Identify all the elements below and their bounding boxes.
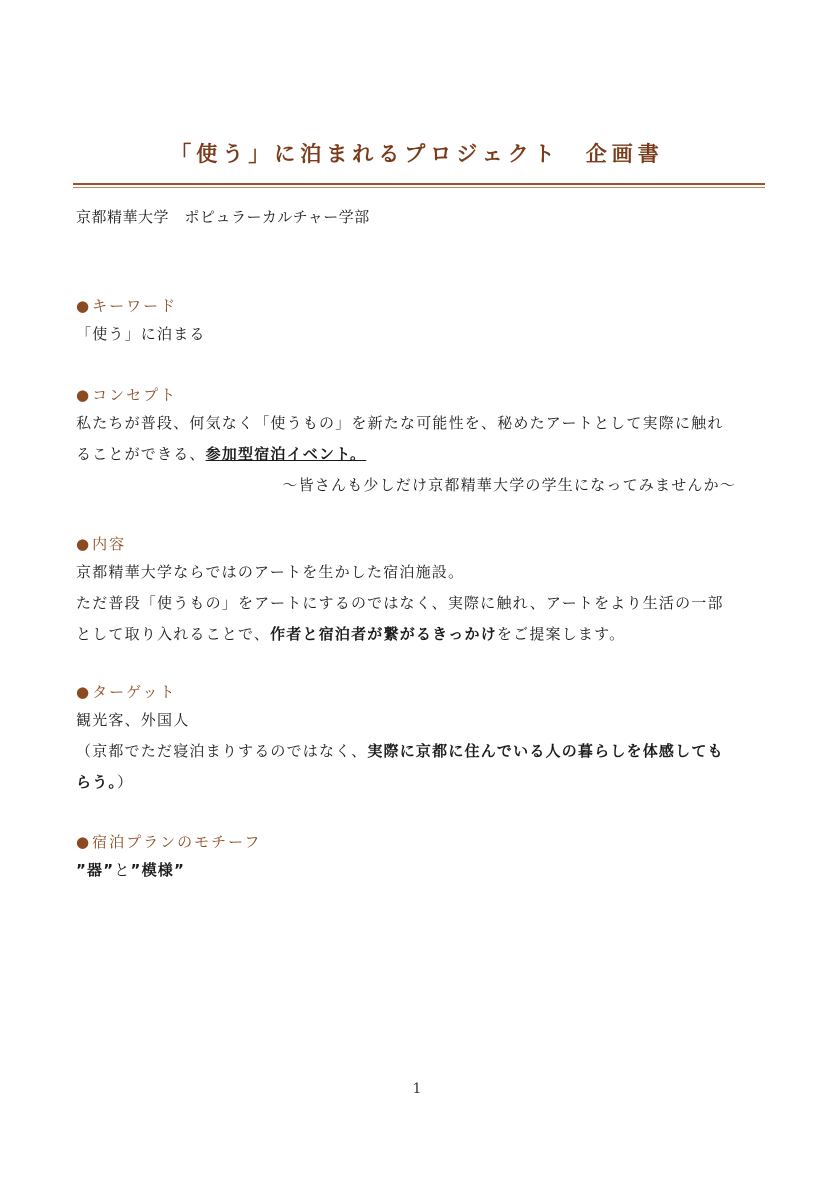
emphasis-text: 参加型宿泊イベント。: [205, 445, 367, 463]
emphasis-text: 実際に京都に住んでいる人の暮らしを体感しても: [367, 742, 724, 760]
heading-text: ターゲット: [92, 683, 177, 701]
paragraph-line: ただ普段「使うもの」をアートにするのではなく、実際に触れ、アートをより生活の一部: [76, 594, 724, 612]
heading-text: 宿泊プランのモチーフ: [92, 833, 262, 851]
paragraph-line: 京都精華大学ならではのアートを生かした宿泊施設。: [76, 563, 465, 581]
emphasis-text: らう。: [76, 773, 118, 791]
bullet-dot-icon: ●: [76, 535, 92, 553]
section-heading: [76, 679, 766, 705]
bullet-dot-icon: ●: [76, 833, 92, 851]
paragraph-line: [76, 619, 766, 650]
text-span: として取り入れることで、: [76, 625, 271, 643]
section-heading: [76, 531, 766, 557]
heading-text: 内容: [92, 535, 127, 553]
paragraph-line: [76, 736, 766, 767]
paragraph-line: [76, 439, 766, 470]
heading-text: キーワード: [92, 297, 178, 315]
bullet-dot-icon: ●: [76, 297, 92, 315]
section-content: [76, 531, 766, 650]
section-concept: [76, 382, 766, 501]
document-subtitle: 京都精華大学 ポピュラーカルチャー学部: [76, 208, 370, 226]
paragraph-line: 「使う」に泊まる: [76, 325, 206, 343]
tagline: ～皆さんも少しだけ京都精華大学の学生になってみませんか～: [282, 476, 736, 494]
title-divider-thick: [73, 183, 765, 185]
paragraph-line: [76, 855, 766, 886]
section-heading: [76, 382, 766, 408]
bullet-dot-icon: ●: [76, 386, 92, 404]
title-divider-thin: [73, 187, 765, 188]
section-heading: [76, 293, 766, 319]
emphasis-text: ”器”: [76, 861, 115, 879]
text-span: と: [114, 861, 131, 879]
section-target: [76, 679, 766, 798]
text-span: （京都でただ寝泊まりするのではなく、: [76, 742, 368, 760]
document-title: 「使う」に泊まれるプロジェクト 企画書: [170, 142, 664, 166]
emphasis-text: ”模様”: [130, 861, 186, 879]
text-span: ることができる、: [76, 445, 206, 463]
paragraph-line: [76, 767, 766, 798]
text-span: ）: [117, 773, 134, 791]
section-motif: [76, 829, 766, 886]
bullet-dot-icon: ●: [76, 683, 92, 701]
page-number: 1: [412, 1081, 422, 1097]
section-keyword: [76, 293, 766, 350]
paragraph-line: 私たちが普段、何気なく「使うもの」を新たな可能性を、秘めたアートとして実際に触れ: [76, 414, 724, 432]
heading-text: コンセプト: [92, 386, 178, 404]
text-span: をご提案します。: [496, 625, 626, 643]
title-divider: [73, 183, 765, 189]
paragraph-line: 観光客、外国人: [76, 711, 190, 729]
section-heading: [76, 829, 766, 855]
emphasis-text: 作者と宿泊者が繋がるきっかけ: [270, 625, 497, 643]
